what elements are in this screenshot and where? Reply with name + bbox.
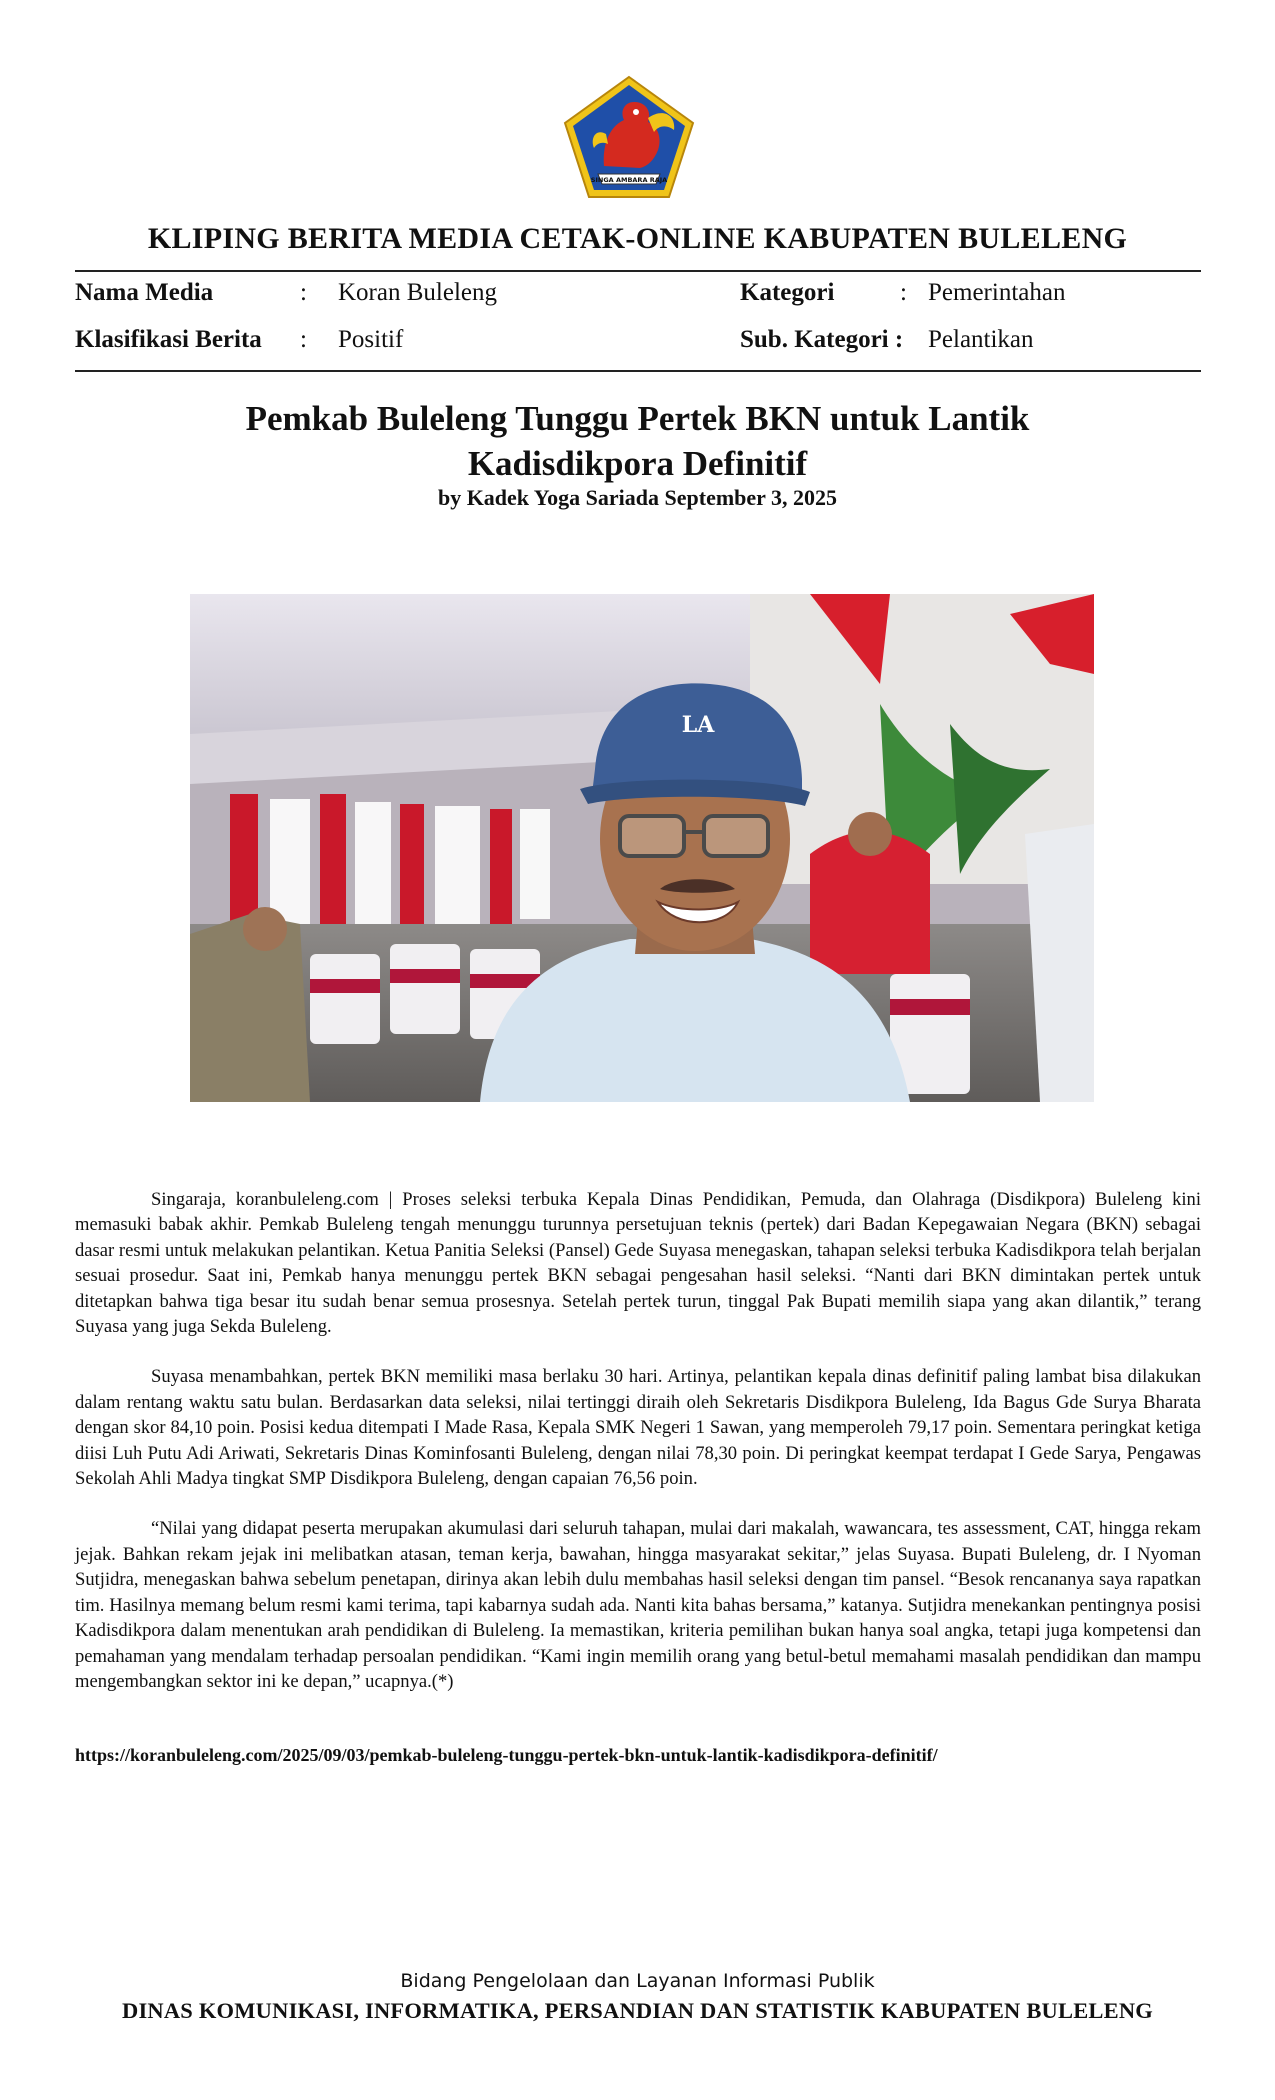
subkategori-value: Pelantikan bbox=[928, 326, 1034, 353]
buleleng-regency-emblem-icon bbox=[562, 74, 696, 200]
article-paragraph-1: Singaraja, koranbuleleng.com | Proses seleksi terbuka Kepala Dinas Pendidikan, Pemuda, dan Olahraga (Disdikpora) Buleleng kini memasuki babak akhir. Pemkab Buleleng tengah menunggu turunnya persetujuan teknis (pertek) dari Badan Kepegawaian Negara (BKN) sebagai dasar resmi untuk melakukan pelantikan. Ketua Panitia Seleksi (Pansel) Gede Suyasa menegaskan, tahapan seleksi terbuka Kadisdikpora telah berjalan sesuai prosedur. Saat ini, Pemkab hanya menunggu pertek BKN sebagai pengesahan hasil seleksi. “Nanti dari BKN dimintakan pertek untuk ditetapkan bahwa tiga besar itu sudah benar semua prosesnya. Setelah pertek turun, tinggal Pak Bupati memilih siapa yang akan dilantik,” terang Suyasa yang juga Sekda Buleleng. bbox=[75, 1189, 1201, 1338]
klasifikasi-colon: : bbox=[300, 326, 307, 353]
logo-motto: SINGA AMBARA RAJA bbox=[590, 176, 668, 184]
kategori-colon: : bbox=[900, 279, 907, 306]
klasifikasi-label: Klasifikasi Berita bbox=[75, 326, 262, 353]
article-headline bbox=[0, 396, 1275, 486]
kategori-label: Kategori bbox=[740, 279, 835, 306]
subkategori-label: Sub. Kategori : bbox=[740, 326, 904, 353]
article-photo bbox=[190, 594, 1094, 1102]
document-title: KLIPING BERITA MEDIA CETAK-ONLINE KABUPATEN BULELENG bbox=[147, 222, 1128, 255]
media-colon: : bbox=[300, 279, 307, 306]
article-paragraph-3: “Nilai yang didapat peserta merupakan akumulasi dari seluruh tahapan, mulai dari makalah, wawancara, tes assessment, CAT, hingga rekam jejak. Bahkan rekam jejak ini melibatkan atasan, teman kerja, bawahan, hingga masyarakat sekitar,” jelas Suyasa. Bupati Buleleng, dr. I Nyoman Sutjidra, menegaskan bahwa sebelum penetapan, dirinya akan lebih dulu membahas hasil seleksi dengan tim pansel. “Besok rencananya saya rapatkan tim. Hasilnya memang belum resmi kami terima, tapi kabarnya sudah ada. Nanti kita bahas bersama,” katanya. Sutjidra menekankan pentingnya posisi Kadisdikpora dalam menentukan arah pendidikan di Buleleng. Ia memastikan, kriteria pemilihan bukan hanya soal angka, tetapi juga kompetensi dan pemahaman yang mendalam terhadap persoalan pendidikan. “Kami ingin memilih orang yang betul-betul memahami masalah pendidikan dan mampu mengembangkan sektor ini ke depan,” ucapnya.(*) bbox=[75, 1518, 1201, 1692]
media-value: Koran Buleleng bbox=[338, 279, 497, 306]
source-url-link[interactable]: https://koranbuleleng.com/2025/09/03/pemkab-buleleng-tunggu-pertek-bkn-untuk-lantik-kadisdikpora-definitif/ bbox=[75, 1745, 938, 1765]
footer-subtitle: Bidang Pengelolaan dan Layanan Informasi Publik bbox=[400, 1970, 875, 1992]
article-paragraph-2: Suyasa menambahkan, pertek BKN memiliki masa berlaku 30 hari. Artinya, pelantikan kepala dinas definitif paling lambat bisa dilakukan dalam rentang waktu satu bulan. Berdasarkan data seleksi, nilai tertinggi diraih oleh Sekretaris Disdikpora Buleleng, Ida Bagus Gde Surya Bharata dengan skor 84,10 poin. Posisi kedua ditempati I Made Rasa, Kepala SMK Negeri 1 Sawan, yang memperoleh 79,17 poin. Sementara peringkat ketiga diisi Luh Putu Adi Ariwati, Sekretaris Dinas Kominfosanti Buleleng, dengan nilai 78,30 poin. Di peringkat keempat terdapat I Gede Sarya, Pengawas Sekolah Ahli Madya tingkat SMP Disdikpora Buleleng, dengan capaian 76,56 poin. bbox=[75, 1366, 1201, 1490]
top-divider bbox=[75, 270, 1201, 272]
headline-line-2: Kadisdikpora Definitif bbox=[467, 444, 808, 483]
footer-office-name: DINAS KOMUNIKASI, INFORMATIKA, PERSANDIAN DAN STATISTIK KABUPATEN BULELENG bbox=[122, 1998, 1153, 2023]
article-byline: by Kadek Yoga Sariada September 3, 2025 bbox=[437, 485, 838, 510]
headline-line-1: Pemkab Buleleng Tunggu Pertek BKN untuk Lantik bbox=[245, 399, 1030, 438]
klasifikasi-value: Positif bbox=[338, 326, 404, 353]
kategori-value: Pemerintahan bbox=[928, 279, 1066, 306]
cap-logo-text: LA bbox=[681, 712, 715, 738]
media-label: Nama Media bbox=[75, 279, 214, 306]
article-body bbox=[75, 1187, 1201, 1719]
bottom-divider bbox=[75, 370, 1201, 372]
